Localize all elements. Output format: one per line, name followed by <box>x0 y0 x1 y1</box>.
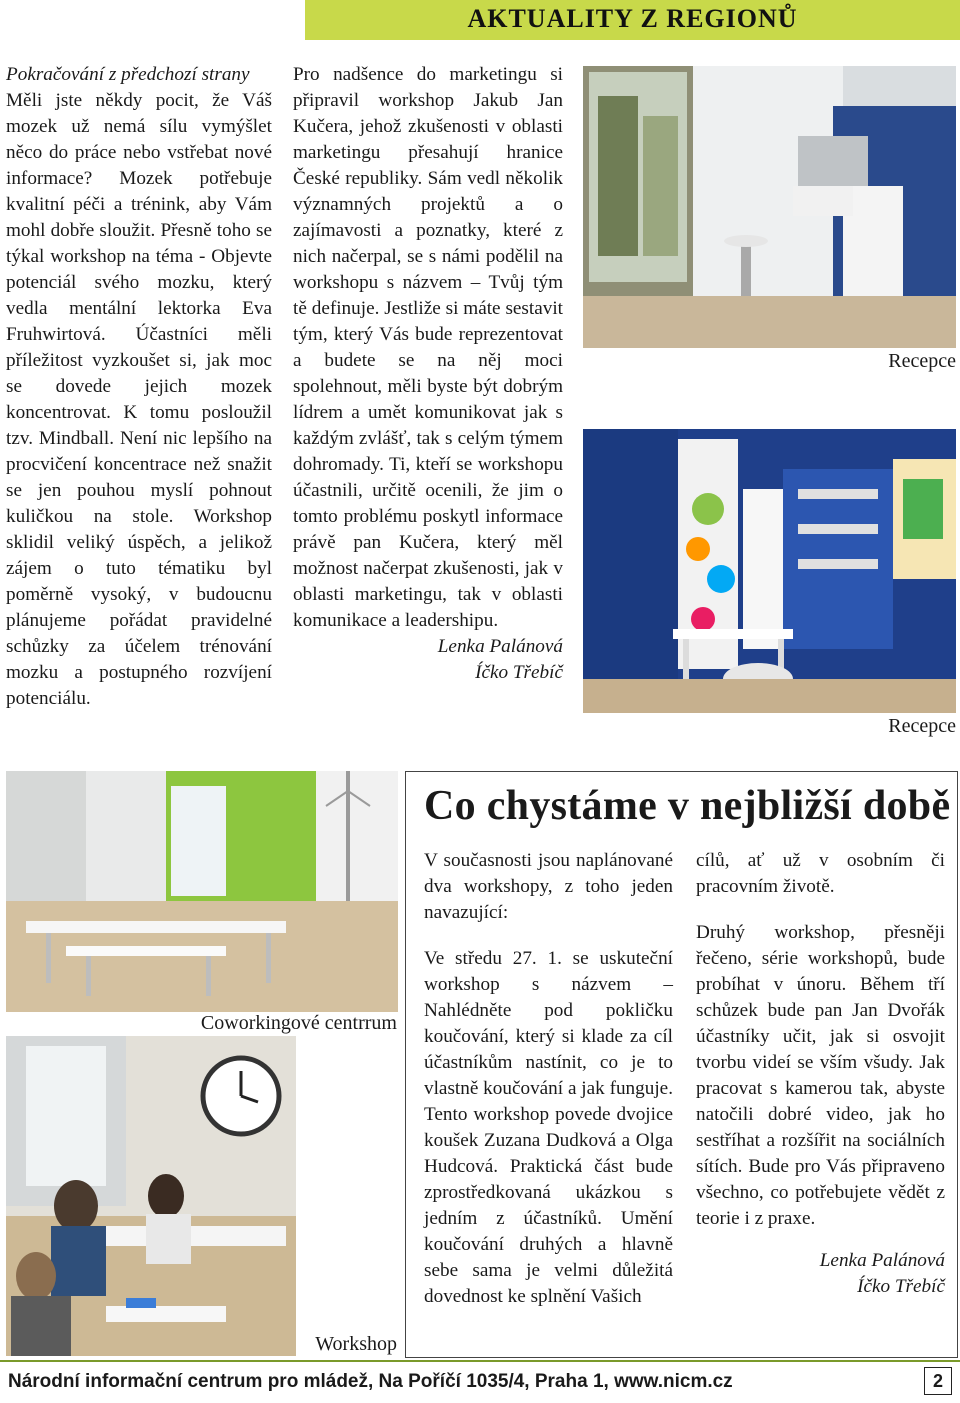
article-org: Íčko Třebíč <box>475 662 563 683</box>
footer-address: Národní informační centrum pro mládež, Na Poříčí 1035/4, Praha 1, www.nicm.cz <box>8 1371 733 1392</box>
left-column <box>6 62 272 712</box>
page-number: 2 <box>924 1367 952 1395</box>
upcoming-first-workshop: Ve středu 27. 1. se uskuteční workshop s názvem – Nahlédněte pod pokličku koučování, který si klade za cíl účastníkům nastínit, co je to vlastně koučování a jak funguje. Tento workshop povede dvojice koušek Zuzana Dudková a Olga Hudcová. Praktická část bude zprostředkovaná ukázkou s jedním z účastníků. Umění koučování druhých a hlavně sebe sama je velmi důležitá dovednost ke splnění Vašich <box>424 948 673 1307</box>
left-article-body: Měli jste někdy pocit, že Váš mozek už nemá sílu vymýšlet něco do práce nebo vstřebat nové informace? Mozek potřebuje kvalitní péči a trénink, aby Vám mohl dobře sloužit. Přesně toho se týkal workshop na téma - Objevte potenciál svého mozku, který vedla mentální lektorka Eva Fruhwirtová. Účastníci měli příležitost vyzkoušet si, jak moc se dovede jejich mozek koncentrovat. K tomu posloužil tzv. Mindball. Není nic lepšího na procvičení koncentrace než snažit se jen pouhou myslí pohnout kuličkou na stole. Workshop sklidil veliký úspěch, a jelikož zájem o tuto tématiku byl poměrně vysoký, v budoucnu plánujeme pořádat pravidelné schůzky za účelem trénování mozku a postupného rozvíjení potenciálu. <box>6 90 272 709</box>
upcoming-org: Íčko Třebíč <box>857 1276 945 1297</box>
article-author: Lenka Palánová <box>437 636 563 657</box>
upcoming-column-left <box>424 848 673 1310</box>
upcoming-intro: V současnosti jsou naplánované dva workshopy, z toho jeden navazující: <box>424 850 673 923</box>
upcoming-author: Lenka Palánová <box>819 1250 945 1271</box>
workshop-photo <box>6 1036 296 1356</box>
section-title: AKTUALITY Z REGIONŮ <box>467 4 798 33</box>
upcoming-title: Co chystáme v nejbližší době <box>424 783 951 829</box>
recepce-caption-top: Recepce <box>888 350 956 372</box>
middle-column <box>293 62 563 686</box>
upcoming-second-workshop: Druhý workshop, přesněji řečeno, série workshopů, bude probíhat v únoru. Během tří schůzek bude pan Jan Dvořák účastníky učit, jak si osvojit tvorbu videí se vším všudy. Jak pracovat s kamerou tak, abyste natočili dobré video, jak ho sestříhat a rozšířit na sociálních sítích. Bude pro Vás připraveno všechno, co potřebujete vědět z teorie i z praxe. <box>696 922 945 1229</box>
coworking-photo <box>6 771 398 1012</box>
upcoming-continuation: cílů, ať už v osobním či pracovním životě. <box>696 850 945 897</box>
section-header <box>305 0 960 40</box>
workshop-caption: Workshop <box>315 1333 397 1355</box>
recepce-photo-bottom <box>583 429 956 713</box>
coworking-caption: Coworkingové centrrum <box>200 1012 397 1034</box>
continuation-note: Pokračování z předchozí strany <box>6 64 250 85</box>
recepce-caption-bottom: Recepce <box>888 715 956 737</box>
middle-article-body: Pro nadšence do marketingu si připravil workshop Jakub Jan Kučera, jehož zkušenosti v oblasti marketingu přesahují hranice České republiky. Sám vedl několik významných projektů a o zajímavosti a poznatky, které z nich načerpal, se s námi podělil na workshopu s názvem – Tvůj tým tě definuje. Jestliže si máte sestavit tým, který Vás bude reprezentovat a budete se na něj moci spolehnout, měli byste být dobrým lídrem a umět komunikovat jak s každým zvlášť, tak s celým týmem dohromady. Ti, kteří se workshopu účastnili, určitě ocenili, že jim o tomto problému poskytl informace právě pan Kučera, který měl možnost načerpat zkušenosti, jak v oblasti marketingu, tak v oblasti komunikace a leadershipu. <box>293 64 563 631</box>
page-footer <box>0 1360 960 1403</box>
upcoming-column-right <box>696 848 945 1300</box>
recepce-photo-top <box>583 66 956 348</box>
